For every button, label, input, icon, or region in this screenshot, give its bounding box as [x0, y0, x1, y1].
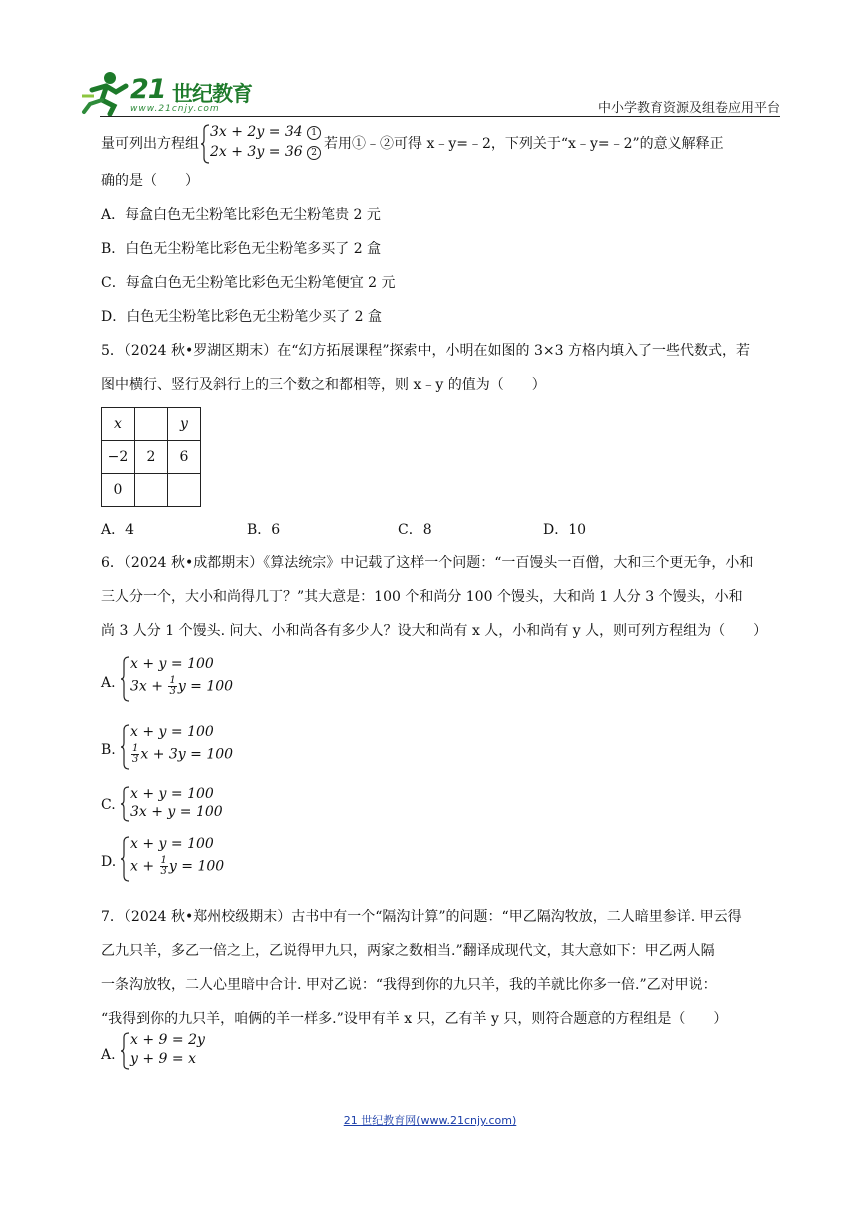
brace-icon: [120, 656, 130, 702]
grid-cell: [168, 474, 201, 507]
grid-cell: [135, 408, 168, 441]
q7-line3: 一条沟放牧，二人心里暗中合计. 甲对乙说：“我得到你的九只羊，我的羊就比你多一倍.”乙对甲说：: [101, 977, 717, 993]
grid-cell: [135, 474, 168, 507]
q4-option-b[interactable]: B．白色无尘粉笔比彩色无尘粉笔多买了 2 盒: [101, 241, 382, 257]
q5-option-a[interactable]: A．4: [101, 522, 135, 538]
brace-icon: [120, 1032, 130, 1070]
brace-icon: [200, 124, 210, 164]
q4-eq2: 2x + 3y = 36: [210, 144, 303, 160]
q6-option-a-label[interactable]: A.: [101, 675, 116, 691]
magic-square-grid: [101, 407, 201, 507]
header-divider: [100, 116, 780, 117]
q7-option-a-label[interactable]: A.: [101, 1047, 116, 1063]
q5-option-c[interactable]: C．8: [398, 522, 432, 538]
q7-line1: 7．（2024 秋•郑州校级期末）古书中有一个“隔沟计算”的问题：“甲乙隔沟牧放，二人暗里参详. 甲云得: [101, 909, 742, 925]
q4-line1-prefix: 量可列出方程组: [101, 136, 199, 152]
grid-cell: −2: [102, 441, 135, 474]
logo-text: 世纪教育: [172, 82, 252, 106]
q5-line2: 图中横行、竖行及斜行上的三个数之和都相等，则 x﹣y 的值为（ ）: [101, 377, 546, 393]
runner-icon: [80, 70, 130, 116]
q4-mark1: 1: [307, 126, 321, 140]
q4-option-d[interactable]: D．白色无尘粉笔比彩色无尘粉笔少买了 2 盒: [101, 309, 383, 325]
q7-line4: “我得到你的九只羊，咱俩的羊一样多.”设甲有羊 x 只，乙有羊 y 只，则符合题意的方程组是（ ）: [101, 1011, 728, 1027]
grid-cell: 6: [168, 441, 201, 474]
brace-icon: [120, 724, 130, 770]
q4-mark2: 2: [307, 146, 321, 160]
q7-line2: 乙九只羊，多乙一倍之上，乙说得甲九只，两家之数相当.”翻译成现代文，其大意如下：甲乙两人隔: [101, 943, 715, 959]
q6-line2: 三人分一个，大小和尚得几丁？”其大意是：100 个和尚分 100 个馒头，大和尚 1 人分 3 个馒头，小和: [101, 589, 743, 605]
q4-line1-suffix: 若用①﹣②可得 x﹣y=﹣2，下列关于“x﹣y=﹣2”的意义解释正: [324, 136, 724, 152]
q4-option-a[interactable]: A．每盒白色无尘粉笔比彩色无尘粉笔贵 2 元: [101, 207, 381, 223]
q4-line2: 确的是（ ）: [101, 173, 199, 189]
q5-line1: 5．（2024 秋•罗湖区期末）在“幻方拓展课程”探索中，小明在如图的 3×3 方格内填入了一些代数式，若: [101, 343, 751, 359]
q5-option-b[interactable]: B．6: [247, 522, 281, 538]
brace-icon: [120, 786, 130, 822]
q6-option-d-label[interactable]: D.: [101, 854, 117, 870]
logo-url: www.21cnjy.com: [130, 104, 220, 114]
q6-line3: 尚 3 人分 1 个馒头. 问大、小和尚各有多少人？设大和尚有 x 人，小和尚有 y 人，则可列方程组为（ ）: [101, 623, 768, 639]
q6-line1: 6．（2024 秋•成都期末）《算法统宗》中记载了这样一个问题：“一百馒头一百僧，大和三个更无争，小和: [101, 555, 754, 571]
q4-eq1: 3x + 2y = 34: [210, 124, 303, 140]
grid-cell: x: [102, 408, 135, 441]
q5-option-d[interactable]: D．10: [543, 522, 587, 538]
grid-cell: 2: [135, 441, 168, 474]
q6-option-b-label[interactable]: B.: [101, 742, 116, 758]
q4-option-c[interactable]: C．每盒白色无尘粉笔比彩色无尘粉笔便宜 2 元: [101, 275, 396, 291]
site-logo[interactable]: [80, 68, 250, 118]
platform-name: 中小学教育资源及组卷应用平台: [597, 101, 780, 116]
logo-number: 21: [130, 74, 166, 105]
footer-link[interactable]: 21 世纪教育网(www.21cnjy.com): [343, 1114, 517, 1127]
grid-cell: 0: [102, 474, 135, 507]
grid-cell: y: [168, 408, 201, 441]
brace-icon: [120, 836, 130, 882]
q6-option-c-label[interactable]: C.: [101, 797, 116, 813]
